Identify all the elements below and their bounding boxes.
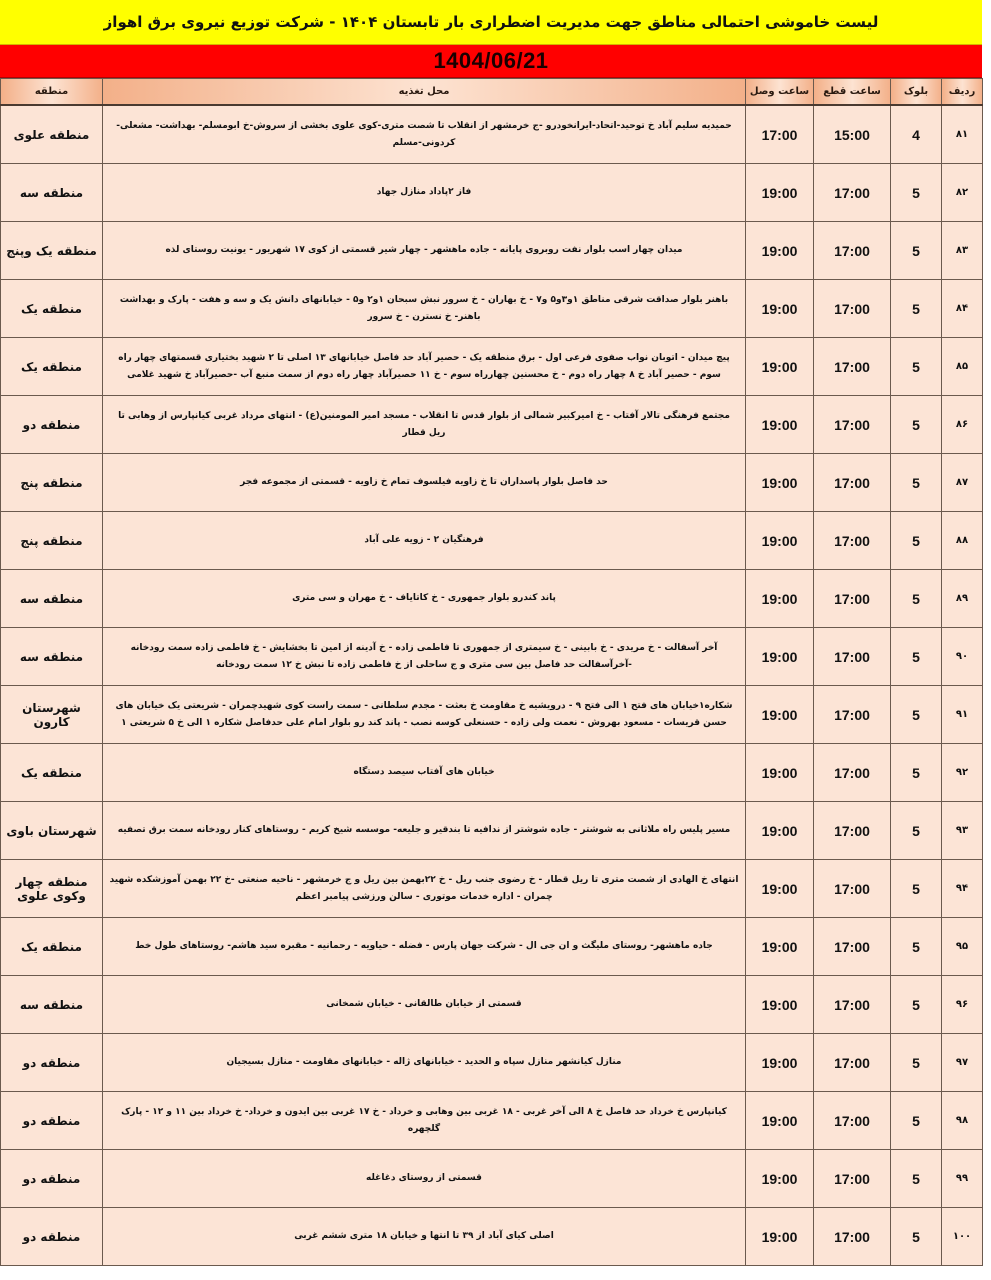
connect-time-cell: 19:00 (746, 744, 814, 802)
table-row (1, 1150, 983, 1208)
feed-location-cell: قسمتی از روستای دغاغله (103, 1150, 746, 1208)
connect-time-cell: 19:00 (746, 570, 814, 628)
block-cell: 5 (891, 164, 942, 222)
feed-location-cell: مجتمع فرهنگی تالار آفتاب - خ امیرکبیر شمالی از بلوار قدس تا انقلاب - مسجد امیر المومنین(ع) - انتهای مرداد غربی کیانپارس از وهابی تا ریل قطار (103, 396, 746, 454)
region-cell: منطقه علوی (1, 105, 103, 164)
title-band (0, 0, 982, 45)
table-row (1, 222, 983, 280)
block-cell: 5 (891, 222, 942, 280)
region-cell: منطقه سه (1, 164, 103, 222)
row-number-cell: ۸۸ (942, 512, 983, 570)
row-number-cell: ۹۰ (942, 628, 983, 686)
connect-time-cell: 19:00 (746, 454, 814, 512)
table-row (1, 628, 983, 686)
block-cell: 5 (891, 396, 942, 454)
column-header-cut-time: ساعت قطع (814, 79, 891, 106)
row-number-cell: ۸۷ (942, 454, 983, 512)
row-number-cell: ۸۲ (942, 164, 983, 222)
connect-time-cell: 17:00 (746, 105, 814, 164)
region-cell: منطقه یک وپنج (1, 222, 103, 280)
region-cell: منطقه پنج (1, 454, 103, 512)
table-body (1, 105, 983, 1266)
region-cell: منطقه سه (1, 628, 103, 686)
feed-location-cell: میدان چهار اسب بلوار نفت روبروی پایانه - جاده ماهشهر - چهار شیر قسمتی از کوی ۱۷ شهریور - یونیت روستای لذه (103, 222, 746, 280)
feed-location-cell: آخر آسفالت - خ مریدی - خ بابینی - خ سیمتری از جمهوری تا فاطمی زاده - خ آدینه از امین تا بخشایش - خ فاطمی زاده سمت رودخانه -آخرآسفالت حد فاصل بین سی متری و ج ساحلی از خ فاطمی زاده تا نبش خ ۱۲ سمت رودخانه (103, 628, 746, 686)
row-number-cell: ۸۶ (942, 396, 983, 454)
region-cell: منطقه پنج (1, 512, 103, 570)
block-cell: 5 (891, 918, 942, 976)
row-number-cell: ۹۲ (942, 744, 983, 802)
connect-time-cell: 19:00 (746, 918, 814, 976)
row-number-cell: ۹۳ (942, 802, 983, 860)
connect-time-cell: 19:00 (746, 802, 814, 860)
cut-time-cell: 17:00 (814, 976, 891, 1034)
connect-time-cell: 19:00 (746, 280, 814, 338)
block-cell: 5 (891, 338, 942, 396)
table-row (1, 686, 983, 744)
row-number-cell: ۹۱ (942, 686, 983, 744)
table-row (1, 105, 983, 164)
feed-location-cell: قسمتی از خیابان طالقانی - خیابان شمخانی (103, 976, 746, 1034)
feed-location-cell: منازل کیانشهر منازل سپاه و الحدید - خیابانهای ژاله - خیابانهای مقاومت - منازل بسیجیان (103, 1034, 746, 1092)
region-cell: منطقه یک (1, 918, 103, 976)
connect-time-cell: 19:00 (746, 512, 814, 570)
feed-location-cell: اصلی کیای آباد از ۳۹ تا انتها و خیابان ۱۸ متری ششم غربی (103, 1208, 746, 1266)
connect-time-cell: 19:00 (746, 1208, 814, 1266)
connect-time-cell: 19:00 (746, 222, 814, 280)
row-number-cell: ۸۴ (942, 280, 983, 338)
cut-time-cell: 17:00 (814, 570, 891, 628)
table-row (1, 1034, 983, 1092)
table-row (1, 918, 983, 976)
block-cell: 5 (891, 860, 942, 918)
table-row (1, 512, 983, 570)
table-row (1, 164, 983, 222)
feed-location-cell: جاده ماهشهر- روستای ملیگث و ان جی ال - شرکت جهان پارس - فضله - حیاویه - رحمانیه - مقبره سید هاشم- روستاهای طول خط (103, 918, 746, 976)
connect-time-cell: 19:00 (746, 338, 814, 396)
feed-location-cell: حمیدیه سلیم آباد خ توحید-اتحاد-ایرانخودرو -ج خرمشهر از انقلاب تا شصت متری-کوی علوی بخشی از سروش-خ ابومسلم- بهداشت- مشعلی- کردونی-مسلم (103, 105, 746, 164)
cut-time-cell: 17:00 (814, 222, 891, 280)
region-cell: منطقه دو (1, 396, 103, 454)
table-row (1, 976, 983, 1034)
column-header-feed-location: محل تغذیه (103, 79, 746, 106)
cut-time-cell: 17:00 (814, 454, 891, 512)
connect-time-cell: 19:00 (746, 860, 814, 918)
feed-location-cell: مسیر پلیس راه ملاثانی به شوشتر - جاده شوشتر از ندافیه تا بندقیر و جلیعه- موسسه شیخ کریم - روستاهای کنار رودخانه سمت برق تصفیه (103, 802, 746, 860)
outage-table (0, 78, 983, 1266)
cut-time-cell: 17:00 (814, 1208, 891, 1266)
block-cell: 5 (891, 1034, 942, 1092)
block-cell: 5 (891, 1150, 942, 1208)
page-title: لیست خاموشی احتمالی مناطق جهت مدیریت اضطراری بار تابستان ۱۴۰۴ - شرکت توزیع نیروی برق اهواز (103, 13, 879, 31)
region-cell: منطقه یک (1, 744, 103, 802)
block-cell: 5 (891, 802, 942, 860)
cut-time-cell: 17:00 (814, 802, 891, 860)
column-header-block: بلوک (891, 79, 942, 106)
feed-location-cell: فاز ۲پاداد منازل جهاد (103, 164, 746, 222)
table-row (1, 570, 983, 628)
connect-time-cell: 19:00 (746, 1092, 814, 1150)
connect-time-cell: 19:00 (746, 976, 814, 1034)
feed-location-cell: باهنر بلوار صداقت شرقی مناطق ۱و۳و۵ و۷ - خ بهاران - خ سرور نبش سبحان ۱و۲ و۵ - خیابانهای دانش یک و سه و هفت - پارک و بهداشت باهنر- خ نسترن - خ سرور (103, 280, 746, 338)
block-cell: 5 (891, 512, 942, 570)
connect-time-cell: 19:00 (746, 628, 814, 686)
cut-time-cell: 17:00 (814, 860, 891, 918)
feed-location-cell: فرهنگیان ۲ - زویه علی آباد (103, 512, 746, 570)
cut-time-cell: 17:00 (814, 512, 891, 570)
region-cell: شهرستان کارون (1, 686, 103, 744)
table-row (1, 338, 983, 396)
cut-time-cell: 17:00 (814, 628, 891, 686)
feed-location-cell: انتهای خ الهادی از شصت متری تا ریل قطار - خ رضوی جنب ریل - خ ۲۲بهمن بین ریل و ج خرمشهر - ناحیه صنعتی -خ ۲۲ بهمن آموزشکده شهید چمران - اداره خدمات موتوری - سالن ورزشی پیامبر اعظم (103, 860, 746, 918)
table-header-row (1, 79, 983, 106)
region-cell: شهرستان باوی (1, 802, 103, 860)
connect-time-cell: 19:00 (746, 1034, 814, 1092)
row-number-cell: ۹۸ (942, 1092, 983, 1150)
region-cell: منطقه سه (1, 570, 103, 628)
row-number-cell: ۸۳ (942, 222, 983, 280)
cut-time-cell: 17:00 (814, 396, 891, 454)
row-number-cell: ۹۵ (942, 918, 983, 976)
feed-location-cell: شکاره۱خیابان های فتح ۱ الی فتح ۹ - درویشیه خ مقاومت خ بعثت - مجدم سلطانی - سمت راست کوی شهیدچمران - شریعتی یک خیابان های حسن قریسات - مسعود بهروش - نعمت ولی زاده - حسنعلی کوسه نصب - پاند کند رو بلوار امام علی حدفاصل شکاره ۱ الی خ ۵ شریعتی ۱ (103, 686, 746, 744)
table-row (1, 744, 983, 802)
region-cell: منطقه یک (1, 280, 103, 338)
block-cell: 5 (891, 570, 942, 628)
block-cell: 5 (891, 976, 942, 1034)
feed-location-cell: پاند کندرو بلوار جمهوری - خ کاتایاف - خ مهران و سی متری (103, 570, 746, 628)
block-cell: 5 (891, 1092, 942, 1150)
row-number-cell: ۸۹ (942, 570, 983, 628)
region-cell: منطقه چهار وکوی علوی (1, 860, 103, 918)
row-number-cell: ۸۵ (942, 338, 983, 396)
cut-time-cell: 17:00 (814, 280, 891, 338)
connect-time-cell: 19:00 (746, 396, 814, 454)
cut-time-cell: 17:00 (814, 1034, 891, 1092)
feed-location-cell: حد فاصل بلوار پاسداران تا خ زاویه فیلسوف تمام خ زاویه - قسمتی از مجموعه فجر (103, 454, 746, 512)
column-header-region: منطقه (1, 79, 103, 106)
cut-time-cell: 17:00 (814, 164, 891, 222)
block-cell: 5 (891, 686, 942, 744)
table-row (1, 1092, 983, 1150)
block-cell: 4 (891, 105, 942, 164)
table-row (1, 1208, 983, 1266)
table-row (1, 454, 983, 512)
feed-location-cell: کیانپارس خ خرداد حد فاصل خ ۸ الی آخر غربی - ۱۸ غربی بین وهابی و خرداد - خ ۱۷ غربی بین ایدون و خرداد- خ خرداد بین ۱۱ و ۱۲ - پارک گلچهره (103, 1092, 746, 1150)
row-number-cell: ۸۱ (942, 105, 983, 164)
block-cell: 5 (891, 454, 942, 512)
table-row (1, 860, 983, 918)
cut-time-cell: 17:00 (814, 1092, 891, 1150)
connect-time-cell: 19:00 (746, 164, 814, 222)
feed-location-cell: پیچ میدان - اتوبان نواب صفوی فرعی اول - برق منطقه یک - حصیر آباد حد فاصل خیابانهای ۱۳ اصلی تا ۲ شهید بختیاری قسمتهای چهار راه سوم - حصیر آباد خ ۸ چهار راه دوم - خ محسنین چهارراه سوم - خ ۱۱ حصیرآباد چهار راه دوم از سمت منبع آب -حصیرآباد خ شهید غلامی (103, 338, 746, 396)
column-header-radif: ردیف (942, 79, 983, 106)
region-cell: منطقه دو (1, 1092, 103, 1150)
cut-time-cell: 15:00 (814, 105, 891, 164)
cut-time-cell: 17:00 (814, 744, 891, 802)
cut-time-cell: 17:00 (814, 1150, 891, 1208)
row-number-cell: ۱۰۰ (942, 1208, 983, 1266)
date-band (0, 45, 982, 78)
table-row (1, 802, 983, 860)
block-cell: 5 (891, 744, 942, 802)
connect-time-cell: 19:00 (746, 686, 814, 744)
row-number-cell: ۹۴ (942, 860, 983, 918)
cut-time-cell: 17:00 (814, 686, 891, 744)
table-row (1, 280, 983, 338)
block-cell: 5 (891, 280, 942, 338)
schedule-date: 1404/06/21 (433, 48, 549, 73)
table-row (1, 396, 983, 454)
row-number-cell: ۹۹ (942, 1150, 983, 1208)
block-cell: 5 (891, 628, 942, 686)
region-cell: منطقه دو (1, 1034, 103, 1092)
row-number-cell: ۹۷ (942, 1034, 983, 1092)
region-cell: منطقه سه (1, 976, 103, 1034)
region-cell: منطقه یک (1, 338, 103, 396)
region-cell: منطقه دو (1, 1150, 103, 1208)
connect-time-cell: 19:00 (746, 1150, 814, 1208)
row-number-cell: ۹۶ (942, 976, 983, 1034)
column-header-connect-time: ساعت وصل (746, 79, 814, 106)
region-cell: منطقه دو (1, 1208, 103, 1266)
cut-time-cell: 17:00 (814, 338, 891, 396)
cut-time-cell: 17:00 (814, 918, 891, 976)
block-cell: 5 (891, 1208, 942, 1266)
feed-location-cell: خیابان های آفتاب سیصد دستگاه (103, 744, 746, 802)
